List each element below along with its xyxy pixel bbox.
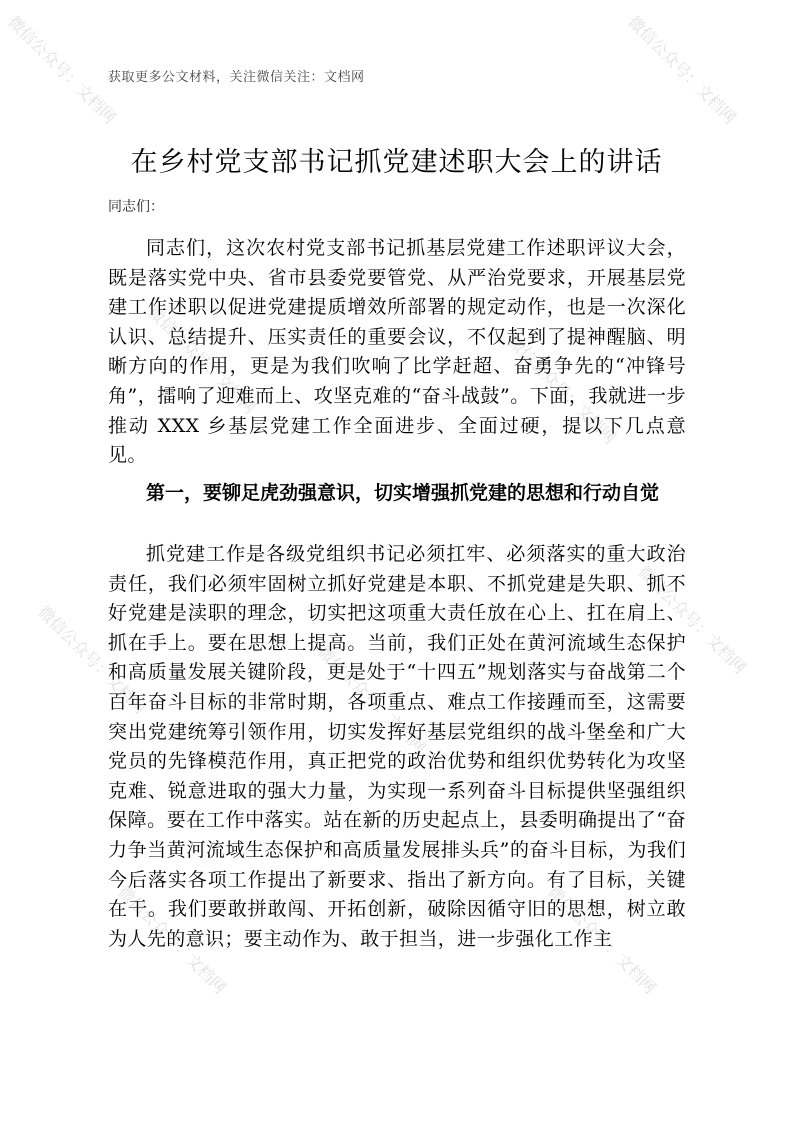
watermark-text: 微信公众号：文档网 [544, 882, 660, 998]
watermark-text: 微信公众号：文档网 [504, 332, 620, 448]
watermark-text: 微信公众号：文档网 [114, 882, 230, 998]
watermark-text: 微信公众号：文档网 [4, 12, 120, 128]
watermark-text: 微信公众号：文档网 [34, 602, 150, 718]
watermark-text: 微信公众号：文档网 [314, 642, 430, 758]
section-heading-1: 第一，要铆足虎劲强意识，切实增强抓党建的思想和行动自觉 [146, 482, 660, 504]
watermark-text: 微信公众号：文档网 [624, 12, 740, 128]
header-note: 获取更多公文材料，关注微信关注：文档网 [108, 70, 365, 85]
salutation: 同志们： [108, 199, 164, 215]
paragraph-intro: 同志们，这次农村党支部书记抓基层党建工作述职评议大会，既是落实党中央、省市县委党要管党、从严治党要求，开展基层党建工作述职以促进党建提质增效所部署的规定动作，也是一次深化认识、总结提升、压实责任的重要会议，不仅起到了提神醒脑、明晰方向的作用，更是为我们吹响了比学赶超、奋勇争先的“冲锋号角”，擂响了迎难而上、攻坚克难的“奋斗战鼓”。下面，我就进一步推动 XXX 乡基层党建工作全面进步、全面过硬，提以下几点意见。 [108, 237, 686, 467]
watermark-text: 微信公众号：文档网 [144, 302, 260, 418]
document-title: 在乡村党支部书记抓党建述职大会上的讲话 [130, 147, 663, 178]
paragraph-section-1: 抓党建工作是各级党组织书记必须扛牢、必须落实的重大政治责任，我们必须牢固树立抓好党建是本职、不抓党建是失职、抓不好党建是渎职的理念，切实把这项重大责任放在心上、扛在肩上、抓在手上。要在思想上提高。当前，我们正处在黄河流域生态保护和高质量发展关键阶段，更是处于“十四五”规划落实与奋战第二个百年奋斗目标的非常时期，各项重点、难点工作接踵而至，这需要突出党建统筹引领作用，切实发挥好基层党组织的战斗堡垒和广大党员的先锋模范作用，真正把党的政治优势和组织优势转化为攻坚克难、锐意进取的强大力量，为实现一系列奋斗目标提供坚强组织保障。要在工作中落实。站在新的历史起点上，县委明确提出了“奋力争当黄河流域生态保护和高质量发展排头兵”的奋斗目标，为我们今后落实各项工作提出了新要求、指出了新方向。有了目标，关键在干。我们要敢拼敢闯、开拓创新，破除因循守旧的思想，树立敢为人先的意识；要主动作为、敢于担当，进一步强化工作主 [108, 543, 686, 950]
watermark-text: 微信公众号：文档网 [634, 562, 750, 678]
